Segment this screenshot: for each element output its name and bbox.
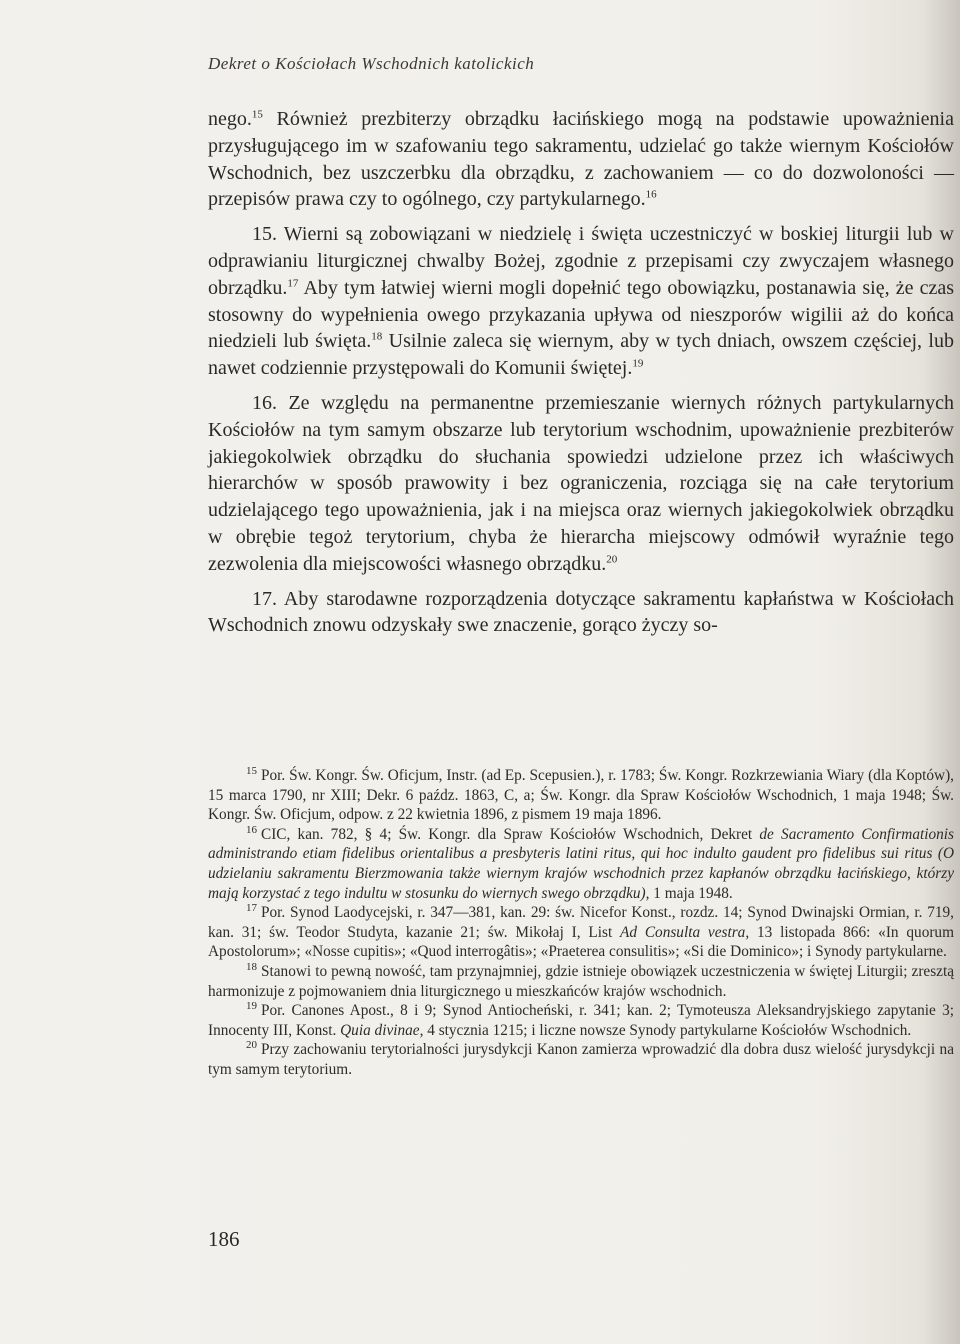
footnote-text: 13 listopada 866: «In quorum Apostolorum»; «Nosse cupitis»; «Quod interrogâtis»; «Praeterea consulitis»; «Si die Dominico»; i Synody partykularne. (208, 923, 954, 961)
footnote-20 (208, 1040, 954, 1079)
footnotes (208, 766, 954, 1080)
footnote-number: 20 (246, 1039, 257, 1052)
footnote-text: Por. Canones Apost., 8 i 9; Synod Antiocheński, r. 341; kan. 2; Tymoteusza Aleksandryjskiego zapytanie 3; Innocenty III, Konst. (208, 1002, 954, 1039)
footnote-17 (208, 903, 954, 962)
paragraph-text: Również prezbiterzy obrządku łacińskiego mogą na podstawie upoważnienia przysługującego im w szafowaniu tego sakramentu, udzielać go także wiernym Kościołów Wschodnich, bez uszczerbku dla obrządku, z zachowaniem — co do dozwoloności — przepisów prawa czy to ogólnego, czy partykularnego. (208, 108, 954, 211)
footnote-title-italic: Ad Consulta vestra, (620, 923, 750, 941)
footnote-16 (208, 825, 954, 903)
footnote-number: 18 (246, 960, 257, 973)
footnote-ref: 17 (287, 277, 299, 290)
footnote-18 (208, 962, 954, 1001)
paragraph-17 (208, 586, 954, 640)
footnote-text: Stanowi to pewną nowość, tam przynajmniej, gdzie istnieje obowiązek uczestniczenia w świętej Liturgii; zresztą harmonizuje z pojmowaniem dnia liturgicznego u mieszkańców krajów wschodnich. (208, 962, 954, 1000)
footnote-text: Por. Synod Laodycejski, r. 347—381, kan. 29: św. Nicefor Konst., rozdz. 14; Synod Dwinajski Ormian, r. 719, kan. 31; św. Teodor Studyta, kazanie 21; św. Mikołaj I, List (208, 904, 954, 941)
footnote-title-italic: de Sacramento Confirmationis administrando etiam fidelibus orientalibus a presbyteris latini ritus, qui hoc indulto gaudent pro fidelibus sui ritus (O udzielaniu sakramentu Bierzmowania także wiernym krajów wschodnich przez kapłanów obrządku łacińskiego, którzy mają korzystać z tego indultu w stosunku do wiernych swego obrządku), (208, 825, 954, 902)
paragraph-16 (208, 390, 954, 578)
footnote-number: 15 (246, 764, 257, 777)
footnote-text: Przy zachowaniu terytorialności jurysdykcji Kanon zamierza wprowadzić dla dobra dusz wielość jurysdykcji na tym samym terytorium. (208, 1041, 954, 1078)
footnote-ref: 15 (251, 108, 263, 121)
main-text (208, 106, 954, 639)
footnote-text: CIC, kan. 782, § 4; Św. Kongr. dla Spraw Kościołów Wschodnich, Dekret (261, 825, 760, 843)
paragraph-text: nego. (208, 108, 252, 130)
footnote-19 (208, 1001, 954, 1040)
footnote-number: 16 (246, 823, 257, 836)
footnote-number: 19 (246, 1000, 257, 1013)
paragraph-text: 17. Aby starodawne rozporządzenia dotyczące sakramentu kapłaństwa w Kościołach Wschodnich znowu odzyskały swe znaczenie, gorąco życzy so- (208, 587, 954, 637)
paragraph-text: Usilnie zaleca się wiernym, aby w tych dniach, owszem częściej, lub nawet codziennie przystępowali do Komunii świętej. (208, 330, 954, 380)
paragraph-continuation (208, 106, 954, 213)
paragraph-text: 15. Wierni są zobowiązani w niedzielę i święta uczestniczyć w boskiej liturgii lub w odprawianiu liturgicznej chwalby Bożej, zgodnie z przepisami czy zwyczajem własnego obrządku. (208, 223, 954, 299)
footnote-title-italic: Quia divinae, (340, 1021, 424, 1039)
paragraph-text: Aby tym łatwiej wierni mogli dopełnić tego obowiązku, postanawia się, że czas stosowny do wypełnienia owego przykazania upływa od nieszporów wigilii aż do końca niedzieli lub święta. (208, 276, 954, 353)
footnote-ref: 19 (632, 357, 644, 370)
paragraph-text: 16. Ze względu na permanentne przemieszanie wiernych różnych partykularnych Kościołów na tym samym obszarze lub terytorium wschodnim, upoważnienie prezbiterów jakiegokolwiek obrządku do słuchania spowiedzi udzielone przez ich właściwych hierarchów w sposób prawowity i bez ograniczenia, rozciąga się na całe terytorium udzielającego tego upoważnienia, jak i na miejsca oraz wiernych jakiegokolwiek obrządku w obrębie tegoż terytorium, chyba że hierarcha miejscowy odmówił wyraźnie tego zezwolenia dla miejscowości własnego obrządku. (208, 391, 954, 575)
paragraph-15 (208, 221, 954, 382)
footnote-text: 1 maja 1948. (649, 884, 733, 902)
running-head: Dekret o Kościołach Wschodnich katolickich (208, 54, 535, 73)
footnote-text: Por. Św. Kongr. Św. Oficjum, Instr. (ad Ep. Scepusien.), r. 1783; Św. Kongr. Rozkrzewiania Wiary (dla Koptów), 15 marca 1790, nr XIII; Dekr. 6 paźdz. 1863, C, a; Św. Kongr. dla Spraw Kościołów Wschodnich, 1 maja 1948; Św. Kongr. Św. Oficjum, odpow. z 22 kwietnia 1896, z pismem 19 maja 1896. (208, 767, 954, 824)
footnote-ref: 20 (606, 553, 618, 566)
footnote-ref: 18 (371, 330, 383, 343)
footnote-15 (208, 766, 954, 825)
page-number: 186 (208, 1227, 240, 1251)
footnote-ref: 16 (645, 188, 657, 201)
footnote-text: 4 stycznia 1215; i liczne nowsze Synody partykularne Kościołów Wschodnich. (423, 1021, 912, 1039)
footnote-number: 17 (246, 902, 257, 915)
